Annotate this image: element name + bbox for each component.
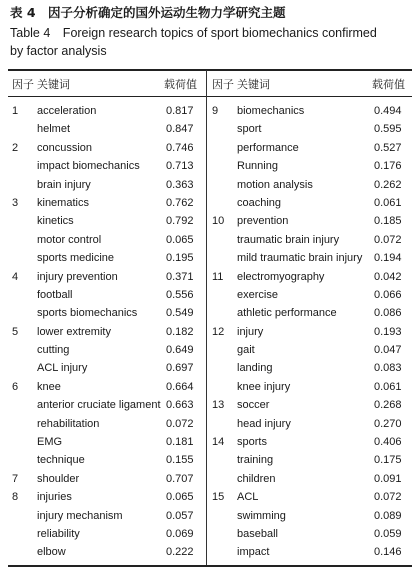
- keyword-cell: children: [237, 472, 276, 485]
- factor-cell: 4: [12, 270, 19, 283]
- keyword-cell: rehabilitation: [37, 417, 100, 430]
- loading-value-cell: 0.371: [166, 270, 194, 283]
- table-row: [212, 378, 410, 396]
- loading-value-cell: 0.270: [374, 417, 402, 430]
- table-row: [12, 212, 202, 230]
- keyword-cell: elbow: [37, 546, 66, 559]
- table-row: [212, 525, 410, 543]
- keyword-cell: technique: [37, 454, 85, 467]
- factor-cell: 8: [12, 491, 19, 504]
- table-row: [212, 341, 410, 359]
- loading-value-cell: 0.664: [166, 380, 194, 393]
- table-row: [12, 102, 202, 120]
- factor-cell: 15: [212, 491, 225, 504]
- keyword-cell: cutting: [37, 344, 70, 357]
- table-row: [12, 249, 202, 267]
- keyword-cell: kinetics: [37, 215, 74, 228]
- loading-value-cell: 0.072: [374, 491, 402, 504]
- table-row: [12, 396, 202, 414]
- table-row: [12, 359, 202, 377]
- keyword-cell: swimming: [237, 509, 286, 522]
- table-row: [212, 286, 410, 304]
- loading-value-cell: 0.262: [374, 178, 402, 191]
- factor-cell: 10: [212, 215, 225, 228]
- table-header-rule: [8, 96, 412, 97]
- loading-value-cell: 0.047: [374, 344, 402, 357]
- caption-english-line-2: by factor analysis: [10, 44, 107, 58]
- factor-cell: 11: [212, 270, 224, 283]
- keyword-cell: motor control: [37, 233, 102, 246]
- keyword-cell: performance: [237, 141, 299, 154]
- keyword-cell: sports biomechanics: [37, 307, 138, 320]
- keyword-cell: coaching: [237, 196, 282, 209]
- table-row: [12, 525, 202, 543]
- loading-value-cell: 0.072: [374, 233, 402, 246]
- header-factor-right: 因子: [212, 78, 234, 91]
- table-row: [212, 120, 410, 138]
- table-row: [12, 120, 202, 138]
- table-row: [212, 507, 410, 525]
- caption-english-line-1: Table 4 Foreign research topics of sport biomechanics confirmed: [10, 26, 377, 40]
- keyword-cell: motion analysis: [237, 178, 313, 191]
- keyword-cell: prevention: [237, 215, 289, 228]
- keyword-cell: impact biomechanics: [37, 160, 140, 173]
- loading-value-cell: 0.185: [374, 215, 402, 228]
- loading-value-cell: 0.181: [166, 436, 194, 449]
- loading-value-cell: 0.595: [374, 123, 402, 136]
- loading-value-cell: 0.089: [374, 509, 402, 522]
- header-keyword-left: 关键词: [37, 78, 70, 91]
- header-loading-left: 载荷值: [164, 78, 197, 91]
- loading-value-cell: 0.363: [166, 178, 194, 191]
- table-row: [12, 507, 202, 525]
- loading-value-cell: 0.194: [374, 252, 402, 265]
- loading-value-cell: 0.649: [166, 344, 194, 357]
- table-row: [212, 157, 410, 175]
- loading-value-cell: 0.268: [374, 399, 402, 412]
- loading-value-cell: 0.762: [166, 196, 194, 209]
- keyword-cell: lower extremity: [37, 325, 111, 338]
- keyword-cell: baseball: [237, 527, 278, 540]
- factor-cell: 14: [212, 436, 225, 449]
- loading-value-cell: 0.065: [166, 233, 194, 246]
- keyword-cell: sports medicine: [37, 252, 115, 265]
- loading-value-cell: 0.817: [166, 105, 194, 117]
- keyword-cell: landing: [237, 362, 273, 375]
- loading-value-cell: 0.556: [166, 288, 194, 301]
- table-row: [12, 231, 202, 249]
- keyword-cell: impact: [237, 546, 270, 559]
- loading-value-cell: 0.847: [166, 123, 194, 136]
- table-row: [12, 488, 202, 506]
- keyword-cell: head injury: [237, 417, 291, 430]
- table-row: [212, 488, 410, 506]
- loading-value-cell: 0.663: [166, 399, 194, 412]
- keyword-cell: electromyography: [237, 270, 325, 283]
- factor-cell: 9: [212, 105, 219, 117]
- loading-value-cell: 0.713: [166, 160, 194, 173]
- table-row: [212, 102, 410, 120]
- loading-value-cell: 0.065: [166, 491, 194, 504]
- table-row: [212, 194, 410, 212]
- table-row: [12, 470, 202, 488]
- header-keyword-right: 关键词: [237, 78, 270, 91]
- loading-value-cell: 0.066: [374, 288, 402, 301]
- keyword-cell: athletic performance: [237, 307, 337, 320]
- table-bottom-rule: [8, 565, 412, 567]
- loading-value-cell: 0.059: [374, 527, 402, 540]
- table-row: [212, 470, 410, 488]
- factor-cell: 2: [12, 141, 19, 154]
- table-row: [12, 304, 202, 322]
- factor-cell: 6: [12, 380, 19, 393]
- keyword-cell: shoulder: [37, 472, 80, 485]
- header-loading-right: 载荷值: [372, 78, 405, 91]
- table-row: [212, 304, 410, 322]
- loading-value-cell: 0.494: [374, 105, 402, 117]
- loading-value-cell: 0.406: [374, 436, 402, 449]
- loading-value-cell: 0.146: [374, 546, 402, 559]
- table-row: [212, 139, 410, 157]
- loading-value-cell: 0.086: [374, 307, 402, 320]
- keyword-cell: ACL: [237, 491, 259, 504]
- table-row: [12, 451, 202, 469]
- keyword-cell: injury mechanism: [37, 509, 123, 522]
- loading-value-cell: 0.057: [166, 509, 194, 522]
- keyword-cell: gait: [237, 344, 255, 357]
- keyword-cell: injury prevention: [37, 270, 118, 283]
- loading-value-cell: 0.175: [374, 454, 402, 467]
- table-row: [12, 433, 202, 451]
- factor-cell: 12: [212, 325, 225, 338]
- keyword-cell: sport: [237, 123, 262, 136]
- table-row: [212, 323, 410, 341]
- keyword-cell: knee injury: [237, 380, 291, 393]
- keyword-cell: ACL injury: [37, 362, 88, 375]
- keyword-cell: anterior cruciate ligament: [37, 399, 161, 412]
- keyword-cell: knee: [37, 380, 61, 393]
- keyword-cell: injury: [237, 325, 264, 338]
- keyword-cell: injuries: [37, 491, 72, 504]
- loading-value-cell: 0.176: [374, 160, 402, 173]
- table-row: [12, 341, 202, 359]
- keyword-cell: soccer: [237, 399, 270, 412]
- loading-value-cell: 0.792: [166, 215, 194, 228]
- table-row: [12, 415, 202, 433]
- keyword-cell: traumatic brain injury: [237, 233, 340, 246]
- keyword-cell: exercise: [237, 288, 278, 301]
- loading-value-cell: 0.042: [374, 270, 402, 283]
- keyword-cell: training: [237, 454, 274, 467]
- factor-cell: 1: [12, 105, 19, 117]
- table-left-panel: [12, 102, 202, 562]
- keyword-cell: EMG: [37, 436, 63, 449]
- header-factor-left: 因子: [12, 78, 34, 91]
- table-row: [12, 194, 202, 212]
- table-row: [12, 286, 202, 304]
- table-row: [212, 543, 410, 561]
- keyword-cell: biomechanics: [237, 105, 305, 117]
- table-row: [212, 268, 410, 286]
- table-row: [212, 451, 410, 469]
- table-row: [212, 212, 410, 230]
- table-row: [212, 396, 410, 414]
- loading-value-cell: 0.069: [166, 527, 194, 540]
- loading-value-cell: 0.072: [166, 417, 194, 430]
- loading-value-cell: 0.061: [374, 380, 402, 393]
- keyword-cell: mild traumatic brain injury: [237, 252, 363, 265]
- table-row: [12, 139, 202, 157]
- keyword-cell: kinematics: [37, 196, 89, 209]
- loading-value-cell: 0.697: [166, 362, 194, 375]
- loading-value-cell: 0.222: [166, 546, 194, 559]
- table-row: [212, 415, 410, 433]
- factor-cell: 7: [12, 472, 19, 485]
- keyword-cell: football: [37, 288, 73, 301]
- column-divider: [206, 70, 207, 565]
- loading-value-cell: 0.195: [166, 252, 194, 265]
- loading-value-cell: 0.061: [374, 196, 402, 209]
- loading-value-cell: 0.083: [374, 362, 402, 375]
- table-row: [212, 359, 410, 377]
- loading-value-cell: 0.091: [374, 472, 402, 485]
- loading-value-cell: 0.527: [374, 141, 402, 154]
- keyword-cell: brain injury: [37, 178, 91, 191]
- loading-value-cell: 0.182: [166, 325, 194, 338]
- keyword-cell: concussion: [37, 141, 93, 154]
- keyword-cell: reliability: [37, 527, 80, 540]
- keyword-cell: acceleration: [37, 105, 97, 117]
- table-row: [12, 323, 202, 341]
- loading-value-cell: 0.707: [166, 472, 194, 485]
- keyword-cell: Running: [237, 160, 278, 173]
- factor-cell: 5: [12, 325, 19, 338]
- loading-value-cell: 0.155: [166, 454, 194, 467]
- factor-cell: 3: [12, 196, 19, 209]
- table-right-panel: [212, 102, 410, 562]
- table-row: [212, 176, 410, 194]
- table-caption: [10, 4, 414, 60]
- keyword-cell: helmet: [37, 123, 71, 136]
- loading-value-cell: 0.746: [166, 141, 194, 154]
- loading-value-cell: 0.549: [166, 307, 194, 320]
- caption-chinese: 表 4 因子分析确定的国外运动生物力学研究主题: [10, 5, 286, 20]
- loading-value-cell: 0.193: [374, 325, 402, 338]
- table-top-rule: [8, 69, 412, 71]
- table-row: [12, 378, 202, 396]
- factor-cell: 13: [212, 399, 225, 412]
- table-row: [212, 249, 410, 267]
- table-row: [12, 176, 202, 194]
- table-row: [12, 268, 202, 286]
- table-row: [12, 543, 202, 561]
- table-row: [212, 231, 410, 249]
- table-row: [212, 433, 410, 451]
- keyword-cell: sports: [237, 436, 267, 449]
- table-row: [12, 157, 202, 175]
